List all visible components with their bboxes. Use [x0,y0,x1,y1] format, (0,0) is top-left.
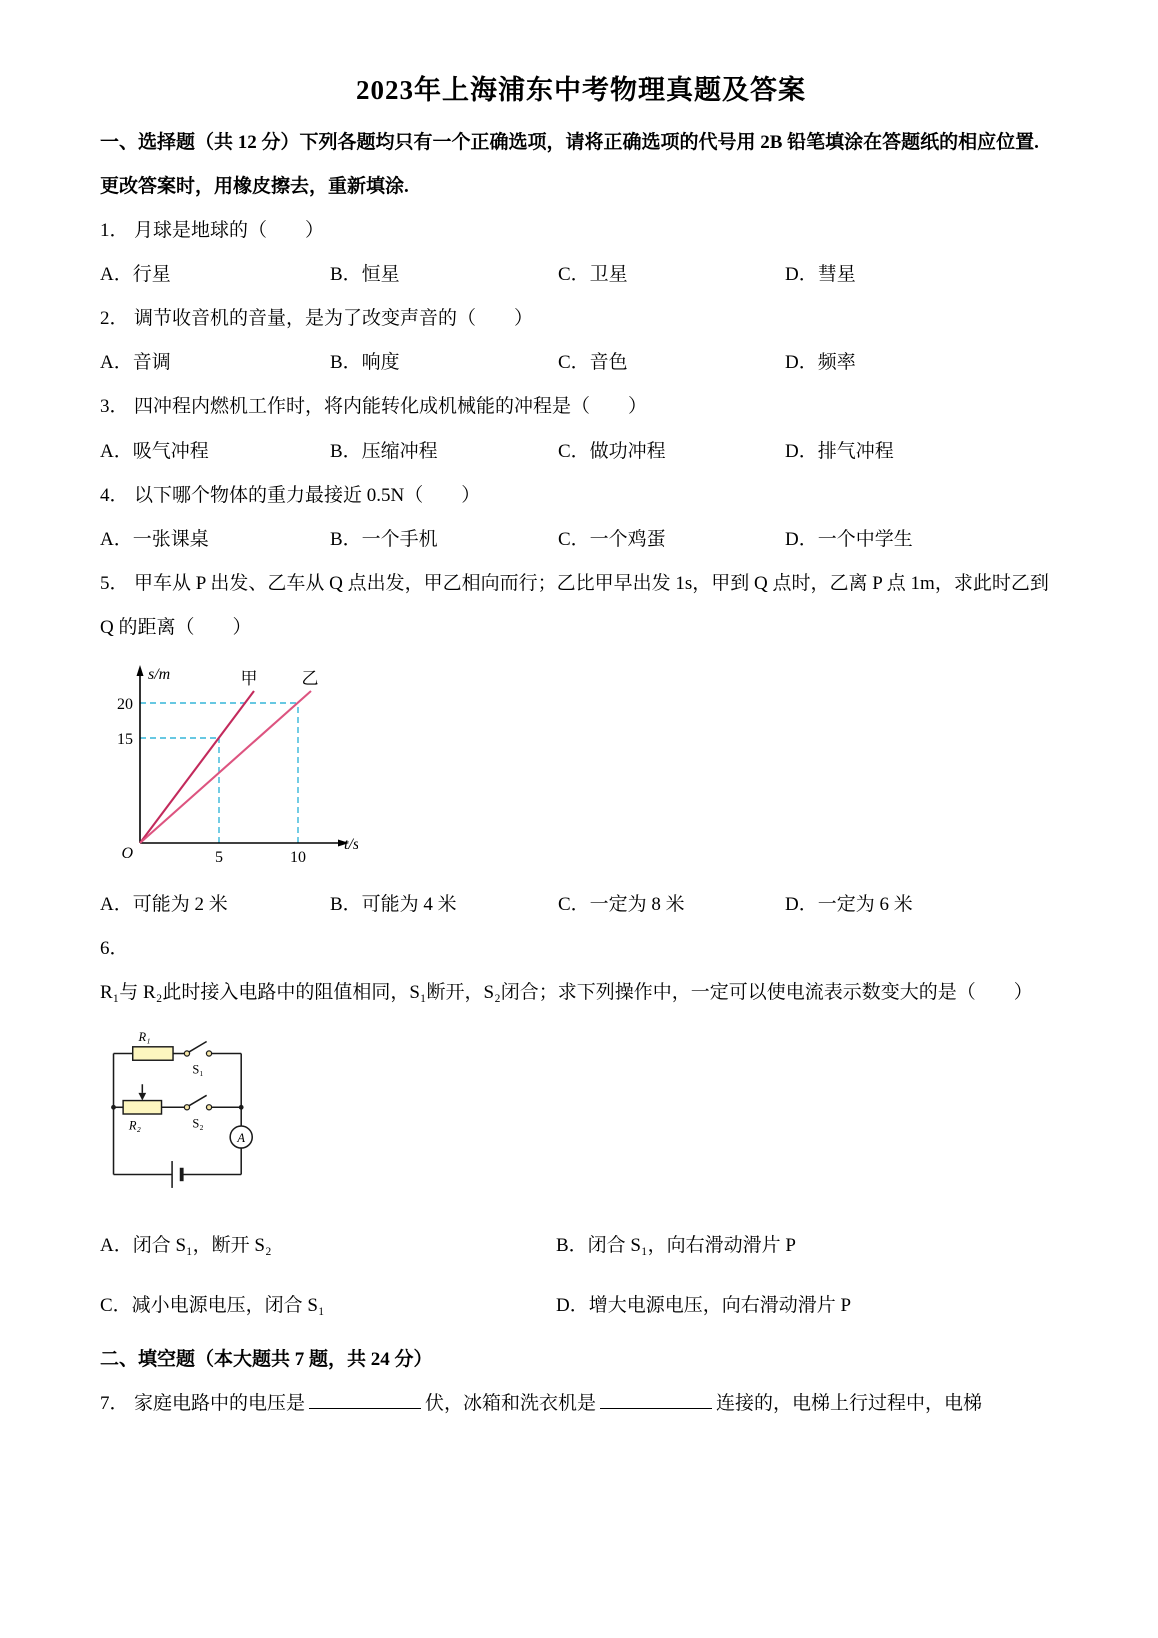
question-2-number: 2． [100,308,129,330]
question-2-text: 调节收音机的音量，是为了改变声音的（ ） [134,308,534,330]
junction-dot-left [111,1105,116,1110]
question-4-option-c: C．一个鸡蛋 [558,528,666,550]
question-3-number: 3． [100,396,129,418]
junction-dot-right [239,1105,244,1110]
question-2-options [100,341,1062,385]
y-axis-label: s/m [148,665,171,683]
question-2-option-d: D．频率 [785,352,856,374]
question-6-option-b: B．闭合 S₁，向右滑动滑片 P [556,1235,796,1257]
distance-time-graph [106,658,358,878]
rheostat-r2 [123,1101,161,1114]
question-6-text: R₁与 R₂此时接入电路中的阻值相同，S₁断开，S₂闭合；求下列操作中，一定可以使电流表示数变大的是（ ） [100,982,1033,1004]
switch-s1-label: S₁ [192,1062,204,1077]
switch-s2-label: S₂ [192,1116,204,1131]
question-4-option-a: A．一张课桌 [100,528,209,550]
question-2-option-a: A．音调 [100,352,171,374]
question-1-option-a: A．行星 [100,264,171,286]
rheostat-slider-arrow [138,1093,146,1101]
question-7-text-part2: 伏，冰箱和洗衣机是 [425,1393,597,1415]
circuit-diagram-figure [102,1025,1062,1208]
section-fill-header: 二、填空题（本大题共 7 题，共 24 分） [100,1349,433,1371]
question-5-option-d: D．一定为 6 米 [785,893,913,915]
question-6 [100,927,1062,1015]
question-4-option-b: B．一个手机 [330,528,438,550]
xtick-5: 5 [215,848,223,866]
question-4-options [100,518,1062,562]
circuit-diagram [102,1025,270,1203]
question-3-option-a: A．吸气冲程 [100,440,209,462]
distance-time-graph-figure [106,658,1062,883]
question-1-option-b: B．恒星 [330,264,400,286]
y-axis-arrow [137,665,144,676]
series-label-jia: 甲 [240,668,258,688]
ytick-15: 15 [117,730,133,748]
origin-label: O [121,844,133,862]
question-6-option-a: A．闭合 S₁，断开 S₂ [100,1235,272,1257]
switch-s1-terminal-right [206,1051,211,1056]
question-3-options [100,430,1062,474]
question-6-options [100,1224,1062,1328]
question-2-option-c: C．音色 [558,352,628,374]
question-6-option-c: C．减小电源电压，闭合 S₁ [100,1295,325,1317]
question-4-option-d: D．一个中学生 [785,528,913,550]
question-1-number: 1． [100,220,129,242]
question-5-number: 5． [100,572,129,594]
series-label-yi: 乙 [301,668,319,688]
x-axis-label: t/s [344,835,358,853]
question-5-text: 甲车从 P 出发、乙车从 Q 点出发，甲乙相向而行；乙比甲早出发 1s，甲到 Q 点时，乙离 P 点 1m，求此时乙到 Q 的距离（ ） [100,572,1049,638]
question-1-options [100,253,1062,297]
line-yi [140,691,311,843]
question-2-option-b: B．响度 [330,352,400,374]
resistor-r1 [133,1047,173,1060]
rheostat-r2-label: R₂ [128,1118,141,1133]
question-5-option-a: A．可能为 2 米 [100,893,228,915]
switch-s2-lever [189,1095,207,1106]
question-3-option-b: B．压缩冲程 [330,440,438,462]
switch-s1-lever [189,1042,207,1053]
question-1-option-c: C．卫星 [558,264,628,286]
question-5-option-c: C．一定为 8 米 [558,893,685,915]
line-jia [140,691,254,843]
question-7-text-part1: 家庭电路中的电压是 [134,1393,306,1415]
resistor-r1-label: R₁ [138,1030,151,1045]
ytick-20: 20 [117,695,133,713]
section-choice-header: 一、选择题（共 12 分）下列各题均只有一个正确选项，请将正确选项的代号用 2B 铅笔填涂在答题纸的相应位置. 更改答案时，用橡皮擦去，重新填涂. [100,132,1039,198]
question-3-text: 四冲程内燃机工作时，将内能转化成机械能的冲程是（ ） [134,396,648,418]
switch-s2-terminal-right [206,1105,211,1110]
question-3 [100,385,1062,429]
answer-blank-1 [309,1389,421,1409]
question-5-options [100,883,1062,927]
question-6-option-d: D．增大电源电压，向右滑动滑片 P [556,1295,852,1317]
question-1-option-d: D．彗星 [785,264,856,286]
question-1 [100,209,1062,253]
question-4-number: 4． [100,484,129,506]
question-4 [100,474,1062,518]
document-title: 2023年上海浦东中考物理真题及答案 [356,75,806,105]
question-5-option-b: B．可能为 4 米 [330,893,457,915]
question-7-number: 7． [100,1393,129,1415]
question-3-option-d: D．排气冲程 [785,440,894,462]
question-7 [100,1382,1062,1426]
question-2 [100,297,1062,341]
question-4-text: 以下哪个物体的重力最接近 0.5N（ ） [134,484,481,506]
question-1-text: 月球是地球的（ ） [134,220,325,242]
xtick-10: 10 [290,848,306,866]
question-6-number: 6． [100,938,129,960]
ammeter-label: A [237,1131,246,1146]
question-3-option-c: C．做功冲程 [558,440,666,462]
question-7-text-part3: 连接的，电梯上行过程中，电梯 [716,1393,983,1415]
answer-blank-2 [600,1389,712,1409]
question-5 [100,562,1062,650]
